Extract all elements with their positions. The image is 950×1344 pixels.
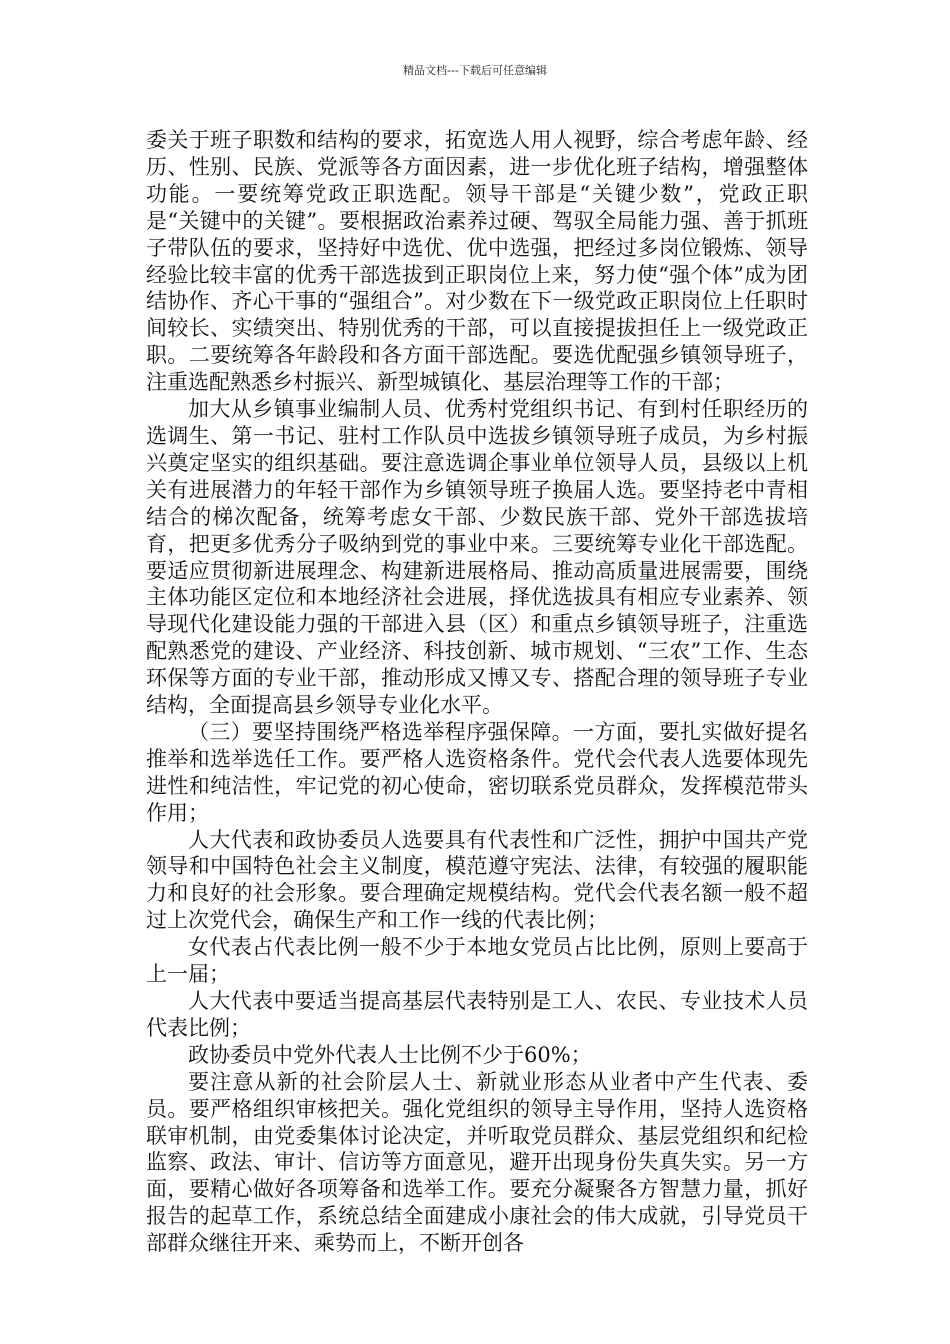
paragraph: 政协委员中党外代表人士比例不少于60%；	[188, 1042, 592, 1067]
paragraph: 人大代表和政协委员人选要具有代表性和广泛性，拥护中国共产党领导和中国特色社会主义制度，模范遵守宪法、法律，有较强的履职能力和良好的社会形象。要合理确定规模结构。党代会代表名额一般不超过上次党代会，确保生产和工作一线的代表比例；	[146, 827, 808, 933]
paragraph: 人大代表中要适当提高基层代表特别是工人、农民、专业技术人员代表比例；	[146, 989, 808, 1040]
page-header: 精品文档---下载后可任意编辑	[403, 64, 547, 77]
document-body	[146, 127, 808, 1257]
paragraph: 委关于班子职数和结构的要求，拓宽选人用人视野，综合考虑年龄、经历、性别、民族、党派等各方面因素，进一步优化班子结构，增强整体功能。一要统筹党政正职选配。领导干部是“关键少数”，党政正职是“关键中的关键”。要根据政治素养过硬、驾驭全局能力强、善于抓班子带队伍的要求，坚持好中选优、优中选强，把经过多岗位锻炼、领导经验比较丰富的优秀干部选拔到正职岗位上来，努力使“强个体”成为团结协作、齐心干事的“强组合”。对少数在下一级党政正职岗位上任职时间较长、实绩突出、特别优秀的干部，可以直接提拔担任上一级党政正职。二要统筹各年龄段和各方面干部选配。要选优配强乡镇领导班子，注重选配熟悉乡村振兴、新型城镇化、基层治理等工作的干部；	[146, 128, 808, 395]
paragraph: 要注意从新的社会阶层人士、新就业形态从业者中产生代表、委员。要严格组织审核把关。强化党组织的领导主导作用，坚持人选资格联审机制，由党委集体讨论决定，并听取党员群众、基层党组织和纪检监察、政法、审计、信访等方面意见，避开出现身份失真失实。另一方面，要精心做好各项筹备和选举工作。要充分凝聚各方智慧力量，抓好报告的起草工作，系统总结全面建成小康社会的伟大成就，引导党员干部群众继往开来、乘势而上，不断开创各	[146, 1069, 808, 1256]
paragraph: （三）要坚持围绕严格选举程序强保障。一方面，要扎实做好提名推举和选举选任工作。要严格人选资格条件。党代会代表人选要体现先进性和纯洁性，牢记党的初心使命，密切联系党员群众，发挥模范带头作用；	[146, 719, 808, 825]
paragraph: 加大从乡镇事业编制人员、优秀村党组织书记、有到村任职经历的选调生、第一书记、驻村工作队员中选拔乡镇领导班子成员，为乡村振兴奠定坚实的组织基础。要注意选调企事业单位领导人员，县级以上机关有进展潜力的年轻干部作为乡镇领导班子换届人选。要坚持老中青相结合的梯次配备，统筹考虑女干部、少数民族干部、党外干部选拔培育，把更多优秀分子吸纳到党的事业中来。三要统筹专业化干部选配。要适应贯彻新进展理念、构建新进展格局、推动高质量进展需要，围绕主体功能区定位和本地经济社会进展，择优选拔具有相应专业素养、领导现代化建设能力强的干部进入县（区）和重点乡镇领导班子，注重选配熟悉党的建设、产业经济、科技创新、城市规划、“三农”工作、生态环保等方面的专业干部，推动形成又博又专、搭配合理的领导班子专业结构，全面提高县乡领导专业化水平。	[146, 397, 808, 718]
paragraph: 女代表占代表比例一般不少于本地女党员占比比例，原则上要高于上一届；	[146, 935, 808, 987]
